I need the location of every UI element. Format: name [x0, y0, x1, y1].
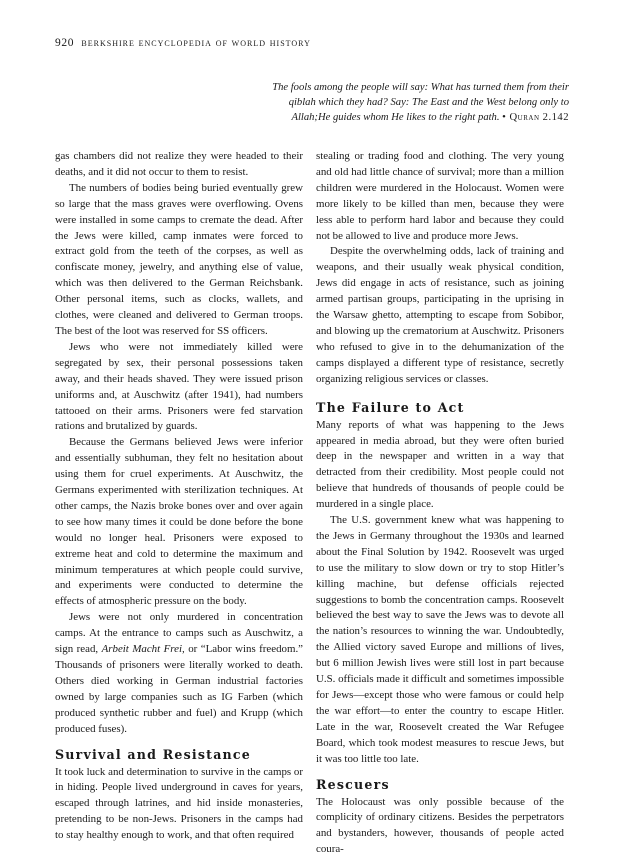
section-heading-survival: Survival and Resistance	[55, 746, 251, 762]
epigraph-source: • Quran 2.142	[502, 112, 569, 123]
paragraph-text: or “Labor wins freedom.” Thousands of prisoners were literally worked to death. Others died working in German industrial factories owned by large companies such as IG Farben (which produced synthetic rubber and fuel) and Krupp (which produced fuses).	[55, 643, 304, 735]
paragraph	[55, 610, 303, 737]
paragraph: The Holocaust was only possible because of the complicity of ordinary citizens. Besides the perpetrators and bystanders, however, thousands of people acted coura-	[316, 795, 564, 856]
paragraph: It took luck and determination to survive in the camps or in hiding. People lived underground in caves for years, escaped through latrines, and hid inside monasteries, pretending to be non-Jews. Prisoners in the camps had to stay healthy enough to work, and that often required	[55, 765, 303, 842]
section-heading-failure: The Failure to Act	[316, 399, 465, 415]
section-heading-rescuers: Rescuers	[316, 776, 390, 792]
paragraph: stealing or trading food and clothing. The very young and old had little chance of survival; more than a million children were murdered in the Holocaust. Women were more likely to be killed than men, because they were less able to perform hard labor and because they could not be allowed to live and produce more Jews.	[316, 150, 564, 242]
paragraph: Many reports of what was happening to the Jews appeared in media abroad, but they were often buried deep in the newspaper and written in a way that detracted from their credibility. Most people could not believe that hundreds of thousands of people could be murdered in a single place.	[316, 418, 564, 511]
paragraph-text: Jews were not only murdered in concentration camps. At the entrance to camps such as Auschwitz, a sign read,	[55, 611, 303, 656]
running-header	[55, 37, 311, 49]
epigraph	[269, 80, 569, 125]
paragraph: Because the Germans believed Jews were inferior and essentially subhuman, they felt no hesitation about using them for cruel experiments. At Auschwitz, the Germans experimented with sterilization techniques. At other camps, the Nazis broke bones over and over again to see how many times it could be done before the bone would no longer heal. Prisoners were exposed to extreme heat and cold to determine the maximum and minimum temperatures at which people could survive, and experiments were conducted to determine the effects of atmospheric pressure on the body.	[55, 436, 303, 608]
paragraph: Jews who were not immediately killed were segregated by sex, their personal possessions taken away, and their heads shaved. They were issued prison uniforms and, at Auschwitz (after 1941), had numbers tattooed on their arms. Prisoners were fed starvation rations and brutalized by guards.	[55, 340, 303, 433]
german-phrase: Arbeit Macht Frei,	[101, 643, 185, 656]
paragraph: Despite the overwhelming odds, lack of training and weapons, and their usually weak physical condition, Jews did engage in acts of resistance, such as joining armed partisan groups, participating in the uprising in the Warsaw ghetto, attempting to escape from Sobibor, and blowing up the crematorium at Auschwitz. Prisoners who refused to give in to the dehumanization of the camps displayed a different type of resistance, secretly organizing religious services or classes.	[316, 245, 564, 385]
running-title: berkshire encyclopedia of world history	[81, 37, 311, 49]
epigraph-quote: The fools among the people will say: What has turned them from their qiblah which they had? Say: The East and the West belong only to Allah;He guides whom He likes to the right path.	[272, 82, 569, 123]
page-number: 920	[55, 37, 75, 49]
paragraph: The numbers of bodies being buried eventually grew so large that the mass graves were overflowing. Ovens were installed in some camps to cremate the dead. After the Jews were killed, camp inmates were forced to extract gold from the teeth of the corpses, as well as confiscate money, jewelry, and anything else of value, which was then delivered to the German Reichsbank. Other personal items, such as clocks, wallets, and clothes, were cleaned and delivered to German troops. The best of the loot was reserved for SS officers.	[55, 181, 303, 337]
left-column	[55, 149, 303, 844]
paragraph: The U.S. government knew what was happening to the Jews in Germany throughout the 1930s and learned about the Final Solution by 1942. Roosevelt was urged to use the military to slow down or try to stop Hitler’s killing machine, but defense officials rejected suggestions to bomb the concentration camps. Roosevelt believed the best way to save the Jews was to devote all the nation’s resources to winning the war. Undoubtedly, the Allied victory saved Europe and millions of lives, but 6 million Jewish lives were still lost in part because U.S. officials made it difficult and sometimes impossible for Jews—except those who were famous or could help the war effort—to enter the country to escape Hitler. Late in the war, Roosevelt created the War Refugee Board, which took modest measures to rescue Jews, but it was too little too late.	[316, 514, 564, 765]
paragraph: gas chambers did not realize they were headed to their deaths, and it did not occur to them to resist.	[55, 150, 303, 178]
right-column	[316, 149, 564, 858]
